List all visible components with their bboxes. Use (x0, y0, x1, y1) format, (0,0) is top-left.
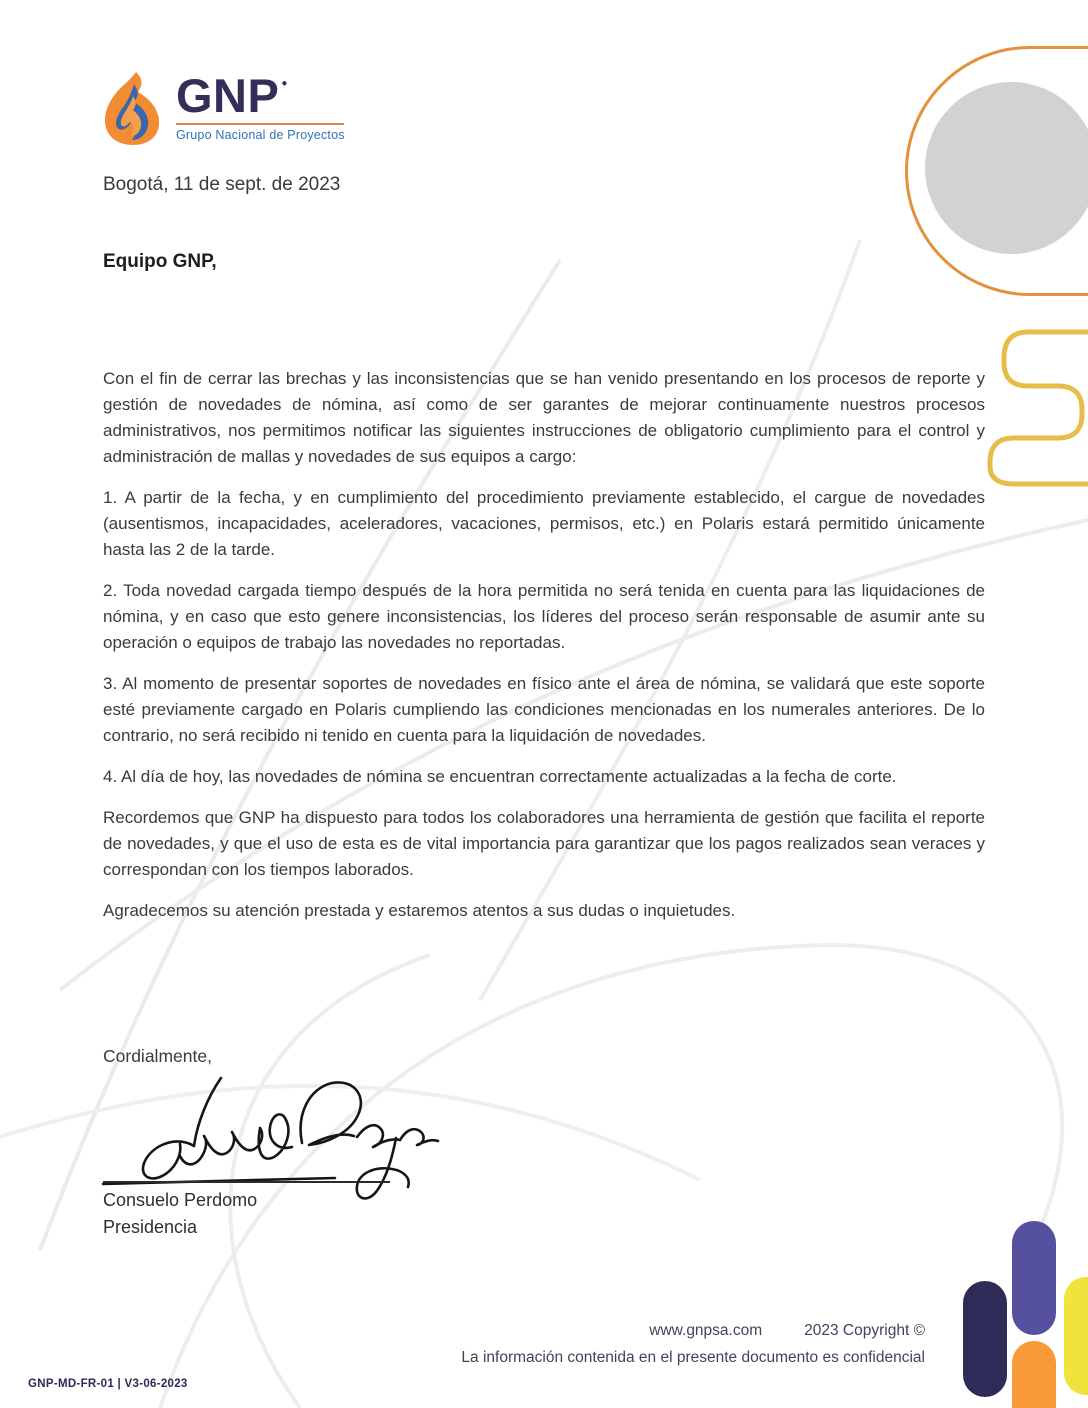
gnp-logo-text (176, 69, 345, 142)
decor-bar-navy (963, 1281, 1007, 1397)
footer-confidentiality: La información contenida en el presente documento es confidencial (461, 1349, 925, 1366)
signature-line (103, 1181, 390, 1183)
letter-paragraph-thanks: Agradecemos su atención prestada y estaremos atentos a sus dudas o inquietudes. (103, 901, 736, 920)
gnp-logo-subtitle: Grupo Nacional de Proyectos (176, 128, 345, 142)
decor-bar-orange (1012, 1341, 1056, 1408)
letter-date: Bogotá, 11 de sept. de 2023 (103, 174, 341, 195)
letter-paragraph-item-3: 3. Al momento de presentar soportes de novedades en físico ante el área de nómina, se validará que este soporte esté previamente cargado en Polaris cumpliendo las condiciones mencionadas en los numerales anteriores. De lo contrario, no será recibido ni tenido en cuenta para la liquidación de novedades. (103, 674, 985, 745)
decor-bar-purple (1012, 1221, 1056, 1335)
footer (461, 1322, 925, 1367)
gnp-wordmark-text: GNP (176, 69, 280, 122)
letter-paragraph-item-1: 1. A partir de la fecha, y en cumplimiento del procedimiento previamente establecido, el cargue de novedades (ausentismos, incapacidades, aceleradores, vacaciones, permisos, etc.) en Polaris estará permitido únicamente hasta las 2 de la tarde. (103, 488, 985, 559)
gnp-trademark-dot: ● (281, 78, 288, 89)
letter-paragraph-item-4: 4. Al día de hoy, las novedades de nómina se encuentran correctamente actualizadas a la fecha de corte. (103, 767, 897, 786)
signer-title: Presidencia (103, 1217, 198, 1237)
decor-bar-yellow (1064, 1277, 1088, 1395)
gnp-flame-icon (100, 70, 164, 146)
footer-website: www.gnpsa.com (649, 1322, 763, 1339)
gnp-wordmark (176, 69, 345, 122)
gnp-logo (100, 70, 345, 146)
decor-gray-circle (925, 82, 1088, 254)
letter-paragraph-intro: Con el fin de cerrar las brechas y las inconsistencias que se han venido presentando en los procesos de reporte y gestión de novedades de nómina, así como de ser garantes de mejorar continuamente nuestros procesos administrativos, nos permitimos notificar las siguientes instrucciones de obligatorio cumplimiento para el control y administración de mallas y novedades de sus equipos a cargo: (103, 369, 985, 466)
footer-line-1 (461, 1322, 925, 1340)
signer-name: Consuelo Perdomo (103, 1190, 258, 1210)
gnp-logo-divider (176, 123, 344, 125)
letter-body (103, 366, 985, 939)
document-code: GNP-MD-FR-01 | V3-06-2023 (28, 1378, 188, 1390)
letter-salutation: Equipo GNP, (103, 251, 217, 272)
letter-paragraph-item-2: 2. Toda novedad cargada tiempo después de la hora permitida no será tenida en cuenta para las liquidaciones de nómina, y en caso que esto genere inconsistencias, los líderes del proceso serán responsable de asumir ante su operación o equipos de trabajo las novedades no reportadas. (103, 581, 985, 652)
letter-paragraph-reminder: Recordemos que GNP ha dispuesto para todos los colaboradores una herramienta de gestión que facilita el reporte de novedades, y que el uso de esta es de vital importancia para garantizar que los pagos realizados sean veraces y correspondan con los tiempos laborados. (103, 808, 985, 879)
letter-closing: Cordialmente, (103, 1046, 212, 1066)
footer-copyright: 2023 Copyright © (804, 1322, 925, 1339)
